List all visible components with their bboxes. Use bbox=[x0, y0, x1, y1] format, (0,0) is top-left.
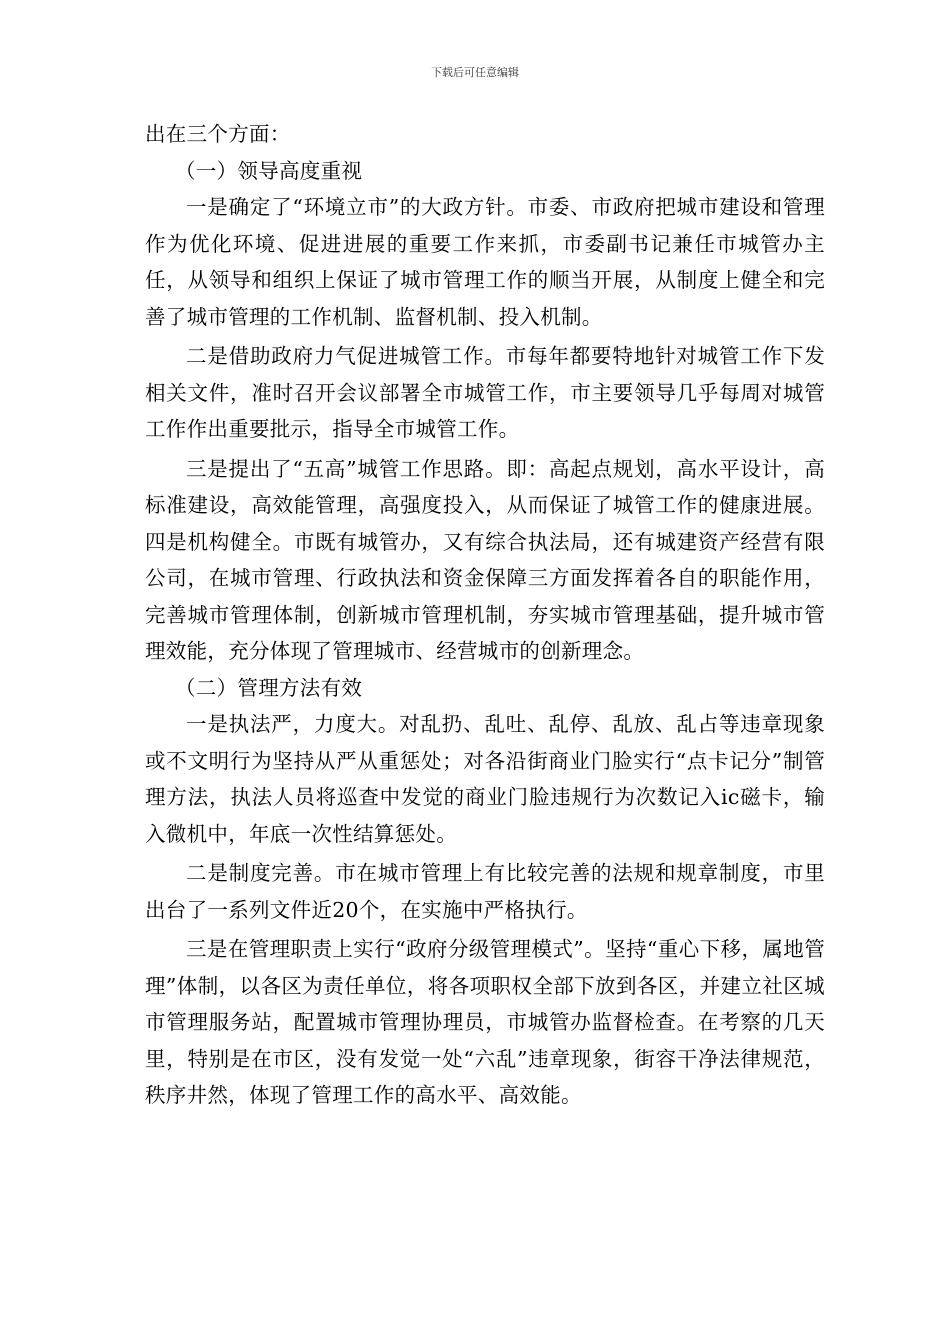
page-header: 下载后可任意编辑 bbox=[431, 66, 519, 79]
paragraph: 三是在管理职责上实行“政府分级管理模式”。坚持“重心下移，属地管理”体制，以各区为责任单位，将各项职权全部下放到各区，并建立社区城市管理服务站，配置城市管理协理员，市城管办监督检查。在考察的几天里，特别是在市区，没有发觉一处“六乱”违章现象，街容干净法律规范，秩序井然，体现了管理工作的高水平、高效能。 bbox=[145, 937, 825, 1107]
paragraph: 一是确定了“环境立市”的大政方针。市委、市政府把城市建设和管理作为优化环境、促进进展的重要工作来抓，市委副书记兼任市城管办主任，从领导和组织上保证了城市管理工作的顺当开展，从制度上健全和完善了城市管理的工作机制、监督机制、投入机制。 bbox=[145, 195, 825, 329]
paragraph-intro: 出在三个方面： bbox=[145, 122, 291, 146]
section-heading-2: （二）管理方法有效 bbox=[175, 675, 363, 700]
section-heading-1: （一）领导高度重视 bbox=[175, 158, 363, 183]
paragraph: 三是提出了“五高”城管工作思路。即：高起点规划，高水平设计，高标准建设，高效能管理，高强度投入，从而保证了城管工作的健康进展。四是机构健全。市既有城管办，又有综合执法局，还有城建资产经营有限公司，在城市管理、行政执法和资金保障三方面发挥着各自的职能作用，完善城市管理体制，创新城市管理机制，夯实城市管理基础，提升城市管理效能，充分体现了管理城市、经营城市的创新理念。 bbox=[145, 456, 825, 663]
paragraph: 二是借助政府力气促进城管工作。市每年都要特地针对城管工作下发相关文件，准时召开会议部署全市城管工作，市主要领导几乎每周对城管工作作出重要批示，指导全市城管工作。 bbox=[145, 344, 825, 441]
document-body bbox=[145, 116, 825, 1114]
paragraph: 一是执法严，力度大。对乱扔、乱吐、乱停、乱放、乱占等违章现象或不文明行为坚持从严从重惩处；对各沿街商业门脸实行“点卡记分”制管理方法，执法人员将巡查中发觉的商业门脸违规行为次数记入ic磁卡，输入微机中，年底一次性结算惩处。 bbox=[145, 712, 825, 846]
paragraph: 二是制度完善。市在城市管理上有比较完善的法规和规章制度，市里出台了一系列文件近20个，在实施中严格执行。 bbox=[145, 861, 825, 922]
